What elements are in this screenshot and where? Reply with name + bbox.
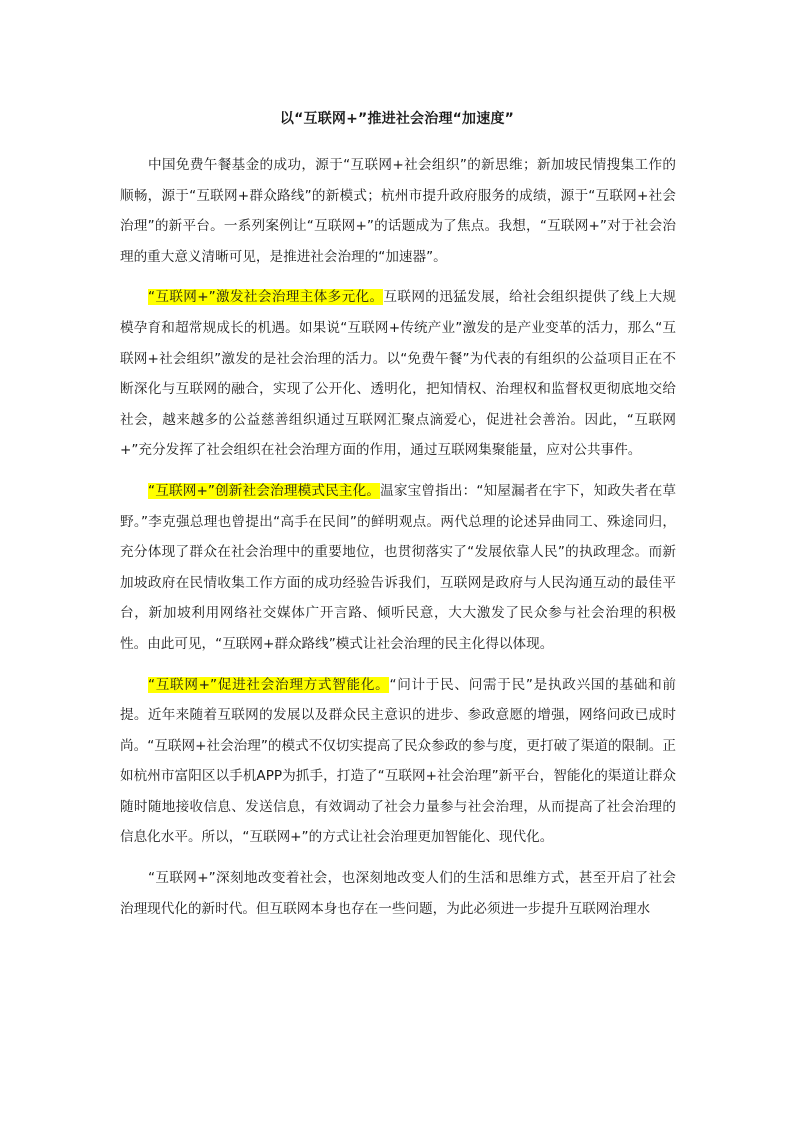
paragraph-text: 温家宝曾指出：“知屋漏者在宇下，知政失者在草野。”李克强总理也曾提出“高手在民间”的鲜明观点。两代总理的论述异曲同工、殊途同归，充分体现了群众在社会治理中的重要地位，也贯彻落实了“发展依靠人民”的执政理念。而新加坡政府在民情收集工作方面的成功经验告诉我们，互联网是政府与人民沟通互动的最佳平台，新加坡利用网络社交媒体广开言路、倾听民意，大大激发了民众参与社会治理的积极性。由此可见，“互联网+群众路线”模式让社会治理的民主化得以体现。	[120, 482, 676, 652]
paragraph-intro	[120, 150, 676, 272]
document-title: 以“互联网+”推进社会治理“加速度”	[279, 111, 515, 127]
paragraph-text: “问计于民、问需于民”是执政兴国的基础和前提。近年来随着互联网的发展以及群众民主意识的进步、参政意愿的增强，网络问政已成时尚。“互联网+社会治理”的模式不仅切实提高了民众参政的参与度，更打破了渠道的限制。正如杭州市富阳区以手机APP为抓手，打造了“互联网+社会治理”新平台，智能化的渠道让群众随时随地接收信息、发送信息，有效调动了社会力量参与社会治理，从而提高了社会治理的信息化水平。所以，“互联网+”的方式让社会治理更加智能化、现代化。	[120, 676, 676, 846]
highlighted-heading: “互联网+”促进社会治理方式智能化。	[148, 676, 390, 693]
paragraph-text: “互联网+”深刻地改变着社会，也深刻地改变人们的生活和思维方式，甚至开启了社会治理现代化的新时代。但互联网本身也存在一些问题，为此必须进一步提升互联网治理水	[120, 870, 676, 917]
paragraph-text: 互联网的迅猛发展，给社会组织提供了线上大规模孕育和超常规成长的机遇。如果说“互联网+传统产业”激发的是产业变革的活力，那么“互联网+社会组织”激发的是社会治理的活力。以“免费午餐”为代表的有组织的公益项目正在不断深化与互联网的融合，实现了公开化、透明化，把知情权、治理权和监督权更彻底地交给社会，越来越多的公益慈善组织通过互联网汇聚点滴爱心，促进社会善治。因此，“互联网+”充分发挥了社会组织在社会治理方面的作用，通过互联网集聚能量，应对公共事件。	[120, 289, 676, 459]
paragraph-diversification	[120, 282, 676, 466]
paragraph-democratization	[120, 476, 676, 660]
paragraph-conclusion	[120, 863, 676, 924]
paragraph-text: 中国免费午餐基金的成功，源于“互联网+社会组织”的新思维；新加坡民情搜集工作的顺畅，源于“互联网+群众路线”的新模式；杭州市提升政府服务的成绩，源于“互联网+社会治理”的新平台。一系列案例让“互联网+”的话题成为了焦点。我想，“互联网+”对于社会治理的重大意义清晰可见，是推进社会治理的“加速器”。	[120, 157, 676, 265]
highlighted-heading: “互联网+”激发社会治理主体多元化。	[148, 289, 384, 306]
document-body	[120, 150, 676, 934]
highlighted-heading: “互联网+”创新社会治理模式民主化。	[148, 482, 381, 499]
paragraph-intelligence	[120, 670, 676, 854]
